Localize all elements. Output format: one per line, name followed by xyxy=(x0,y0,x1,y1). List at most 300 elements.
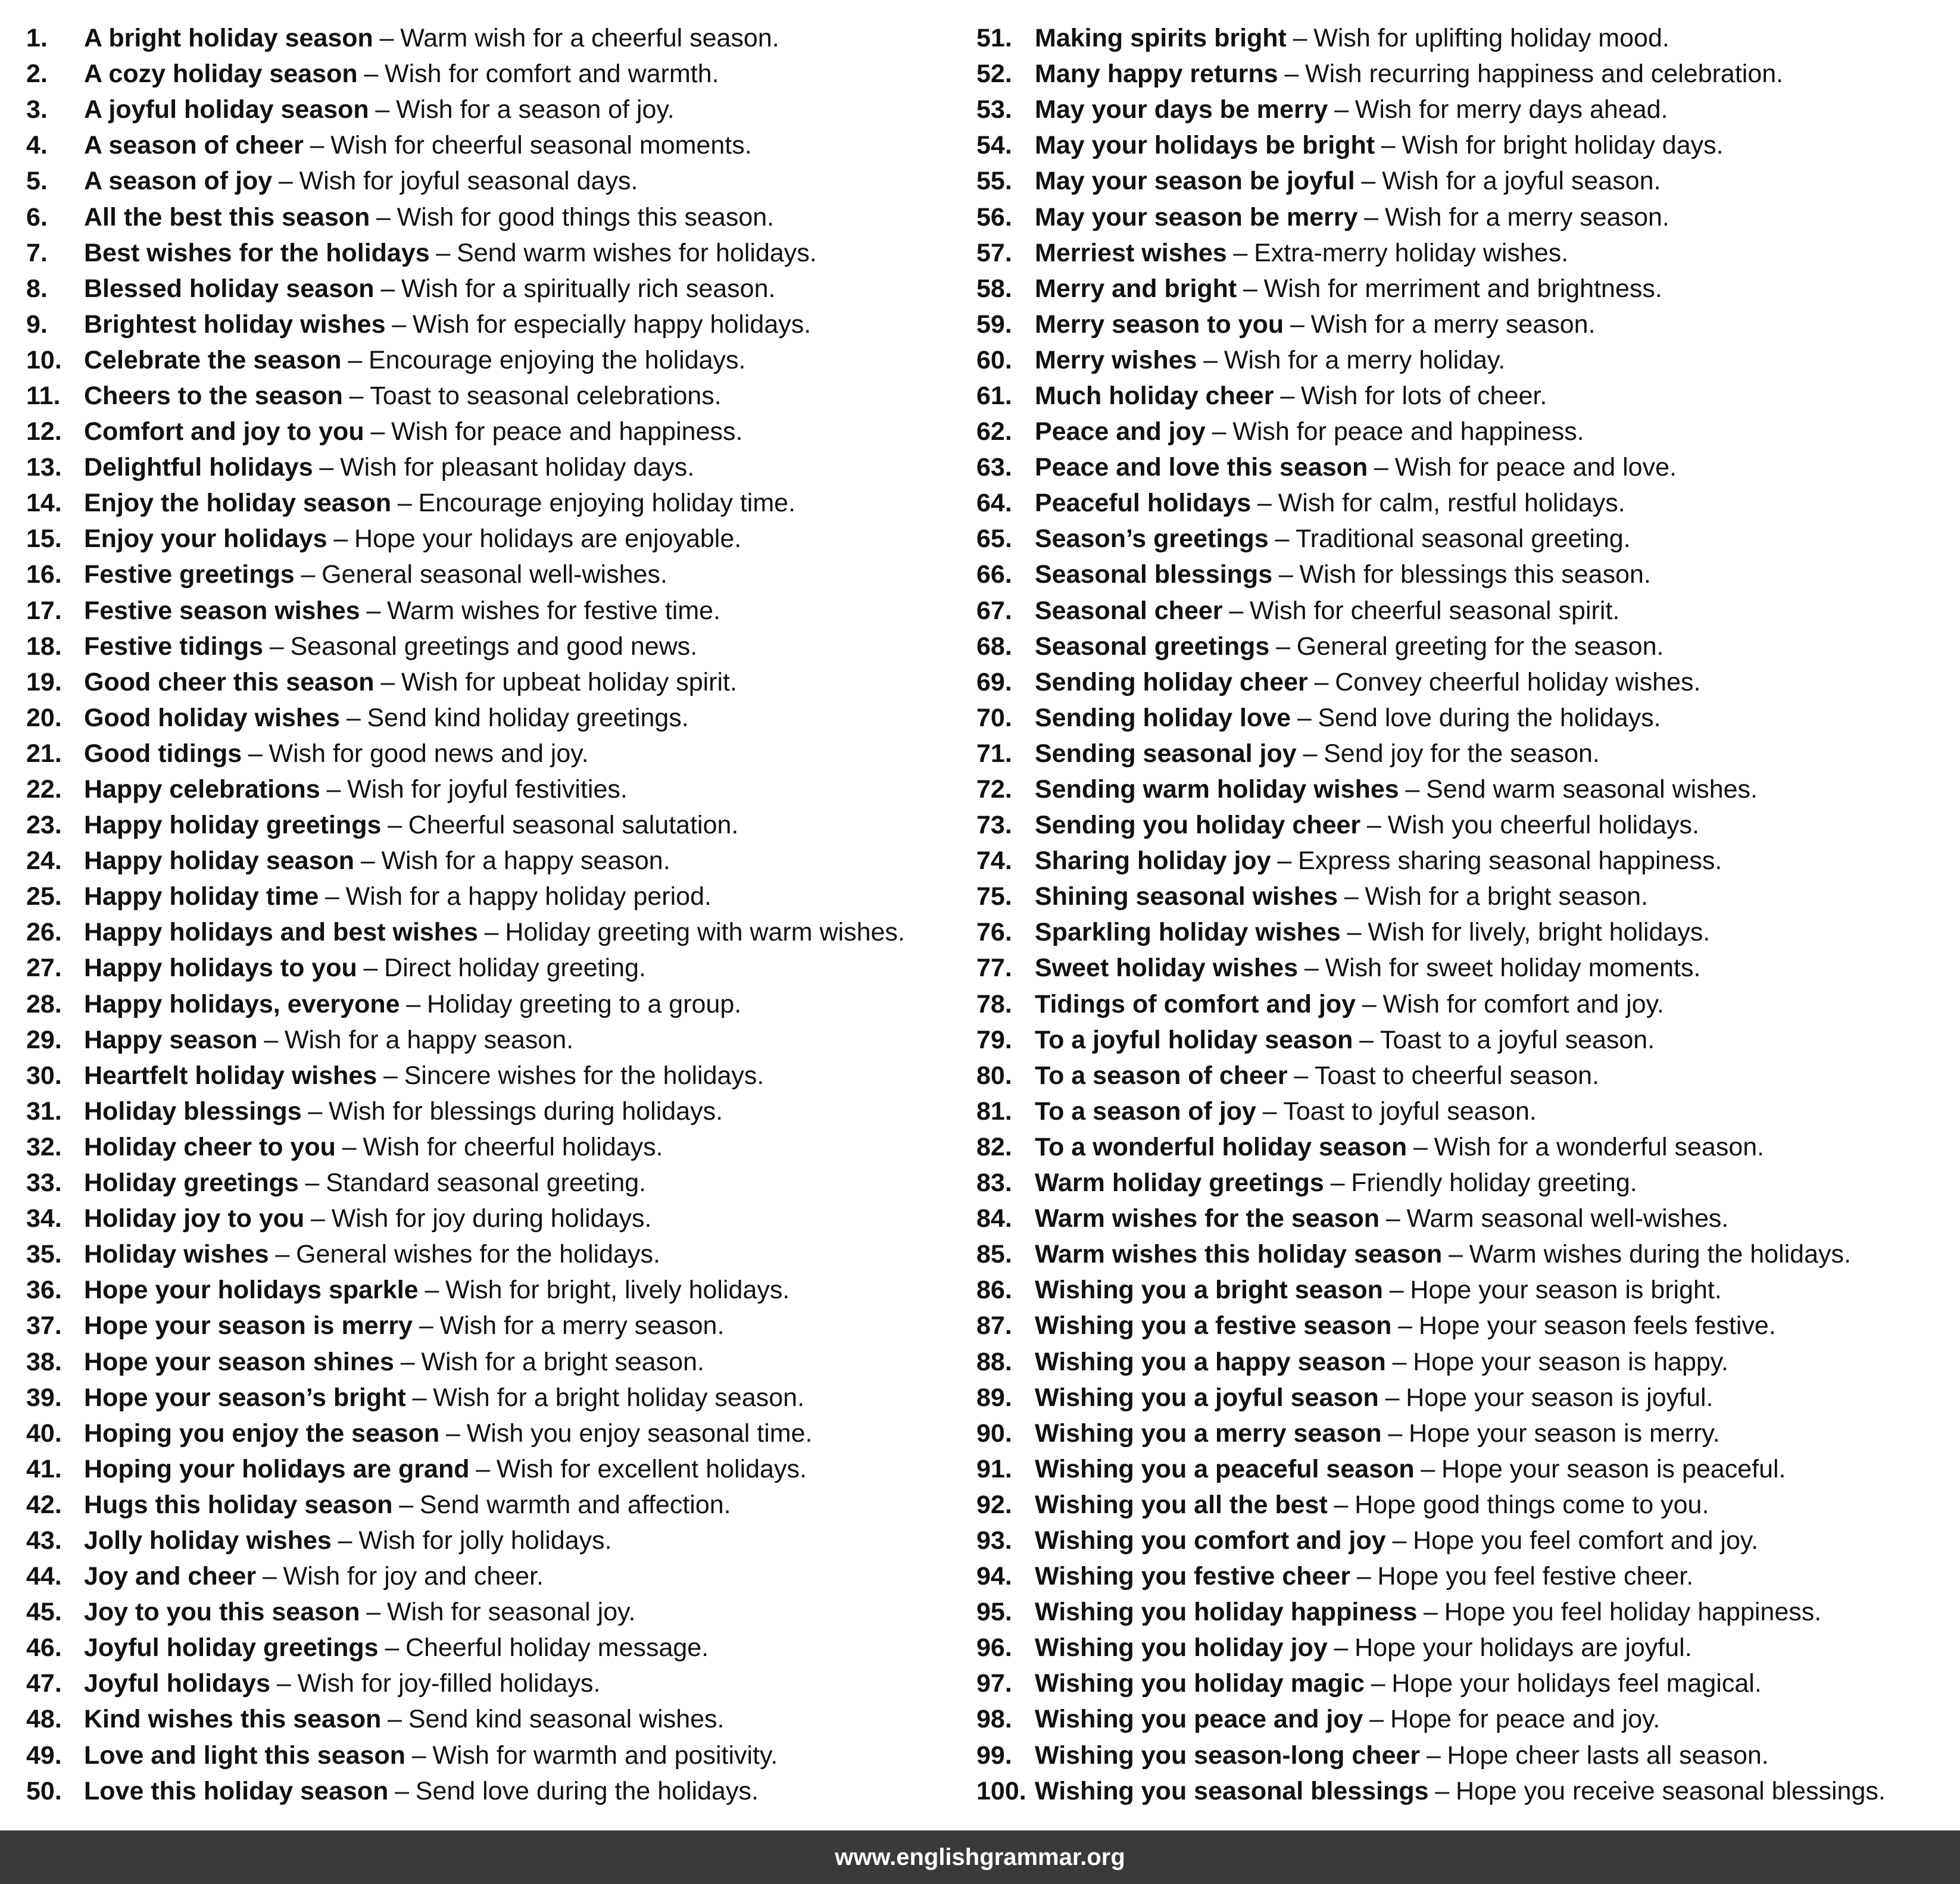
item-separator: – xyxy=(385,1633,400,1663)
list-item xyxy=(976,127,1953,163)
list-item xyxy=(976,736,1953,771)
list-item xyxy=(26,557,979,592)
item-text xyxy=(1035,664,1700,700)
item-number: 43. xyxy=(26,1526,62,1555)
item-phrase: Warm wishes this holiday season xyxy=(1035,1240,1443,1269)
list-item xyxy=(976,914,1953,950)
item-phrase: Wishing you all the best xyxy=(1035,1490,1328,1519)
item-separator: – xyxy=(476,1454,491,1483)
item-text xyxy=(84,1165,646,1201)
item-separator: – xyxy=(400,1347,415,1376)
item-separator: – xyxy=(1294,1061,1309,1090)
item-text xyxy=(1035,1666,1762,1701)
list-item xyxy=(976,807,1953,843)
item-separator: – xyxy=(1364,202,1379,232)
item-number: 92. xyxy=(976,1490,1012,1519)
item-separator: – xyxy=(1284,60,1299,89)
item-text xyxy=(84,557,667,592)
item-phrase: Wishing you peace and joy xyxy=(1035,1705,1363,1734)
item-text xyxy=(84,1773,759,1809)
item-separator: – xyxy=(1334,95,1349,124)
item-phrase: Tidings of comfort and joy xyxy=(1035,989,1356,1018)
list-item xyxy=(976,199,1953,235)
item-text xyxy=(1035,700,1661,736)
item-phrase: Sharing holiday joy xyxy=(1035,846,1271,876)
item-text xyxy=(84,593,720,629)
item-separator: – xyxy=(1275,524,1290,554)
item-separator: – xyxy=(419,1311,433,1341)
list-item xyxy=(26,1451,979,1487)
list-item xyxy=(26,414,979,449)
item-separator: – xyxy=(278,167,293,196)
list-item xyxy=(26,629,979,664)
item-text xyxy=(84,1380,804,1416)
footer-url[interactable]: www.englishgrammar.org xyxy=(835,1844,1125,1870)
item-text xyxy=(84,342,745,378)
item-number: 10. xyxy=(26,345,62,374)
item-separator: – xyxy=(397,489,412,518)
item-number: 82. xyxy=(976,1132,1012,1161)
item-number: 97. xyxy=(976,1669,1012,1698)
item-number: 89. xyxy=(976,1383,1012,1412)
item-number: 30. xyxy=(26,1061,62,1090)
item-number: 51. xyxy=(976,24,1012,53)
item-phrase: Joyful holiday greetings xyxy=(84,1633,379,1663)
item-number: 13. xyxy=(26,453,62,482)
item-text xyxy=(1035,1630,1692,1666)
item-description: Hope you receive seasonal blessings. xyxy=(1455,1776,1886,1805)
item-text xyxy=(1035,1093,1537,1129)
item-text xyxy=(1035,1558,1693,1594)
item-text xyxy=(84,1058,764,1093)
item-description: Toast to a joyful season. xyxy=(1380,1025,1655,1054)
item-phrase: Hope your season shines xyxy=(84,1347,394,1376)
item-phrase: Seasonal cheer xyxy=(1035,596,1223,625)
item-text xyxy=(84,163,638,199)
item-text xyxy=(84,485,795,521)
item-text xyxy=(84,378,722,414)
item-description: Hope your season is happy. xyxy=(1413,1347,1729,1376)
item-text xyxy=(1035,485,1625,521)
item-description: Toast to seasonal celebrations. xyxy=(370,381,722,410)
item-number: 75. xyxy=(976,882,1012,911)
list-item xyxy=(26,1666,979,1701)
item-number: 37. xyxy=(26,1311,62,1341)
item-number: 79. xyxy=(976,1025,1012,1054)
item-separator: – xyxy=(1293,24,1307,53)
item-text xyxy=(1035,1022,1655,1058)
item-number: 73. xyxy=(976,811,1012,840)
item-description: Send love during the holidays. xyxy=(415,1776,759,1805)
item-description: Wish for merriment and brightness. xyxy=(1263,274,1662,303)
item-phrase: To a season of joy xyxy=(1035,1096,1256,1126)
list-item xyxy=(26,378,979,414)
item-text xyxy=(84,914,905,950)
item-description: Wish for a happy season. xyxy=(381,846,670,876)
item-separator: – xyxy=(1277,846,1292,876)
item-description: Wish for seasonal joy. xyxy=(386,1598,636,1627)
item-description: Extra-merry holiday wishes. xyxy=(1254,238,1569,267)
item-phrase: Wishing you a merry season xyxy=(1035,1419,1382,1448)
item-phrase: Good holiday wishes xyxy=(84,703,341,732)
item-text xyxy=(1035,163,1661,199)
list-item xyxy=(976,664,1953,700)
item-number: 6. xyxy=(26,202,48,232)
item-separator: – xyxy=(1330,1168,1345,1198)
item-number: 21. xyxy=(26,739,62,768)
item-separator: – xyxy=(1243,274,1257,303)
item-separator: – xyxy=(360,846,375,876)
item-text xyxy=(1035,20,1669,56)
item-separator: – xyxy=(383,1061,398,1090)
item-description: Wish for comfort and joy. xyxy=(1382,989,1664,1018)
item-number: 12. xyxy=(26,417,62,446)
item-description: Wish you cheerful holidays. xyxy=(1387,811,1700,840)
list-item xyxy=(26,20,979,56)
item-description: Encourage enjoying holiday time. xyxy=(418,489,796,518)
item-phrase: May your holidays be bright xyxy=(1035,131,1375,160)
list-item xyxy=(26,1594,979,1630)
item-text xyxy=(84,271,775,307)
item-text xyxy=(84,1416,813,1451)
item-number: 76. xyxy=(976,918,1012,947)
item-description: Wish for calm, restful holidays. xyxy=(1278,489,1625,518)
item-description: Wish for joyful seasonal days. xyxy=(299,167,638,196)
item-text xyxy=(1035,629,1663,664)
list-item xyxy=(976,163,1953,199)
list-item xyxy=(976,557,1953,592)
item-text xyxy=(84,307,811,342)
list-item xyxy=(976,986,1953,1022)
item-description: Wish for comfort and warmth. xyxy=(385,60,719,89)
item-phrase: Cheers to the season xyxy=(84,381,343,410)
list-item xyxy=(976,1773,1953,1809)
item-number: 70. xyxy=(976,703,1012,732)
list-item xyxy=(26,92,979,127)
list-item xyxy=(976,1594,1953,1630)
item-number: 42. xyxy=(26,1490,62,1519)
item-separator: – xyxy=(1435,1776,1450,1805)
item-phrase: May your season be merry xyxy=(1035,202,1358,232)
list-item xyxy=(976,1701,1953,1737)
item-phrase: Merry season to you xyxy=(1035,310,1284,339)
item-separator: – xyxy=(411,1741,426,1770)
item-phrase: Sending holiday love xyxy=(1035,703,1291,732)
item-phrase: Joyful holidays xyxy=(84,1669,271,1698)
item-text xyxy=(84,1701,725,1737)
item-number: 98. xyxy=(976,1705,1012,1734)
item-separator: – xyxy=(1392,1526,1407,1555)
list-item xyxy=(26,235,979,271)
item-number: 99. xyxy=(976,1741,1012,1770)
item-phrase: Merriest wishes xyxy=(1035,238,1227,267)
item-description: Send kind seasonal wishes. xyxy=(408,1705,725,1734)
item-text xyxy=(1035,56,1783,92)
item-separator: – xyxy=(325,882,339,911)
item-description: Wish for a season of joy. xyxy=(396,95,675,124)
item-description: Hope your season is peaceful. xyxy=(1441,1454,1786,1483)
item-phrase: A joyful holiday season xyxy=(84,95,369,124)
item-phrase: A bright holiday season xyxy=(84,24,373,53)
item-description: Toast to joyful season. xyxy=(1283,1096,1537,1126)
list-item xyxy=(26,1523,979,1558)
item-separator: – xyxy=(248,739,263,768)
item-number: 71. xyxy=(976,739,1012,768)
item-number: 7. xyxy=(26,238,48,267)
item-separator: – xyxy=(1385,1204,1400,1233)
item-separator: – xyxy=(319,453,334,482)
item-description: General seasonal well-wishes. xyxy=(322,560,667,589)
item-phrase: Wishing you a peaceful season xyxy=(1035,1454,1415,1483)
item-separator: – xyxy=(1280,381,1295,410)
list-item xyxy=(26,1630,979,1666)
item-text xyxy=(1035,1236,1851,1272)
item-separator: – xyxy=(446,1419,460,1448)
item-number: 66. xyxy=(976,560,1012,589)
list-item xyxy=(26,700,979,736)
list-item xyxy=(26,163,979,199)
item-text xyxy=(84,1272,789,1308)
item-phrase: Enjoy the holiday season xyxy=(84,489,392,518)
item-separator: – xyxy=(1366,811,1381,840)
item-separator: – xyxy=(264,1025,279,1054)
item-separator: – xyxy=(338,1526,352,1555)
item-description: Wish for cheerful seasonal moments. xyxy=(330,131,752,160)
item-text xyxy=(84,950,646,986)
item-phrase: A season of joy xyxy=(84,167,273,196)
item-separator: – xyxy=(1334,1633,1349,1663)
item-phrase: Making spirits bright xyxy=(1035,24,1287,53)
item-separator: – xyxy=(342,1132,357,1161)
item-text xyxy=(84,1308,724,1344)
item-separator: – xyxy=(301,560,316,589)
item-text xyxy=(84,1630,709,1666)
list-item xyxy=(26,950,979,986)
item-text xyxy=(1035,1380,1714,1416)
item-phrase: A cozy holiday season xyxy=(84,60,358,89)
list-item xyxy=(976,1058,1953,1093)
item-number: 52. xyxy=(976,60,1012,89)
item-description: Wish recurring happiness and celebration. xyxy=(1305,60,1784,89)
item-text xyxy=(1035,1165,1637,1201)
list-item xyxy=(26,879,979,914)
item-separator: – xyxy=(1421,1454,1435,1483)
item-phrase: Holiday joy to you xyxy=(84,1204,305,1233)
item-phrase: Sparkling holiday wishes xyxy=(1035,918,1341,947)
item-separator: – xyxy=(1392,1347,1407,1376)
right-column xyxy=(976,20,1953,1809)
item-description: Wish for merry days ahead. xyxy=(1354,95,1668,124)
item-number: 27. xyxy=(26,954,62,983)
item-number: 62. xyxy=(976,417,1012,446)
item-text xyxy=(1035,986,1664,1022)
item-separator: – xyxy=(379,24,394,53)
item-text xyxy=(84,1201,651,1236)
item-text xyxy=(1035,771,1758,807)
item-phrase: Sending warm holiday wishes xyxy=(1035,775,1399,804)
item-phrase: Holiday wishes xyxy=(84,1240,269,1269)
list-item xyxy=(26,1380,979,1416)
list-item xyxy=(26,1093,979,1129)
item-number: 15. xyxy=(26,524,62,554)
item-text xyxy=(1035,1344,1728,1380)
item-text xyxy=(1035,1487,1709,1523)
item-phrase: Merry wishes xyxy=(1035,345,1197,374)
list-item xyxy=(976,235,1953,271)
list-item xyxy=(976,307,1953,342)
item-separator: – xyxy=(364,60,379,89)
item-phrase: Peaceful holidays xyxy=(1035,489,1251,518)
item-separator: – xyxy=(310,131,324,160)
item-phrase: Delightful holidays xyxy=(84,453,313,482)
item-text xyxy=(1035,307,1596,342)
item-separator: – xyxy=(1359,1025,1374,1054)
item-separator: – xyxy=(375,95,390,124)
item-phrase: Kind wishes this season xyxy=(84,1705,382,1734)
list-item xyxy=(26,593,979,629)
item-description: Hope your season feels festive. xyxy=(1418,1311,1776,1341)
item-text xyxy=(84,127,752,163)
item-description: Convey cheerful holiday wishes. xyxy=(1335,667,1701,696)
item-description: Wish for lively, bright holidays. xyxy=(1368,918,1711,947)
item-text xyxy=(84,1487,731,1523)
item-separator: – xyxy=(1262,1096,1277,1126)
item-phrase: Brightest holiday wishes xyxy=(84,310,386,339)
item-description: Wish for blessings during holidays. xyxy=(329,1096,723,1126)
item-separator: – xyxy=(376,202,391,232)
item-description: Hope your season is joyful. xyxy=(1406,1383,1714,1412)
item-phrase: Happy holiday greetings xyxy=(84,811,382,840)
item-description: Wish for bright, lively holidays. xyxy=(445,1276,790,1305)
item-number: 59. xyxy=(976,310,1012,339)
item-separator: – xyxy=(366,596,381,625)
item-number: 90. xyxy=(976,1419,1012,1448)
item-phrase: Peace and joy xyxy=(1035,417,1206,446)
item-phrase: Holiday cheer to you xyxy=(84,1132,336,1161)
item-number: 31. xyxy=(26,1096,62,1126)
item-description: Wish for a happy season. xyxy=(284,1025,574,1054)
item-description: Wish for joy and cheer. xyxy=(283,1562,544,1591)
item-number: 94. xyxy=(976,1562,1012,1591)
item-phrase: Wishing you a happy season xyxy=(1035,1347,1386,1376)
item-separator: – xyxy=(308,1096,323,1126)
item-number: 20. xyxy=(26,703,62,732)
list-item xyxy=(976,1738,1953,1773)
item-phrase: Hope your season’s bright xyxy=(84,1383,406,1412)
item-number: 47. xyxy=(26,1669,62,1698)
item-phrase: Warm holiday greetings xyxy=(1035,1168,1324,1198)
item-separator: – xyxy=(380,667,395,696)
item-number: 93. xyxy=(976,1526,1012,1555)
list-item xyxy=(976,378,1953,414)
item-description: Wish for peace and love. xyxy=(1394,453,1677,482)
item-description: Toast to cheerful season. xyxy=(1314,1061,1600,1090)
item-separator: – xyxy=(1398,1311,1413,1341)
item-description: Standard seasonal greeting. xyxy=(326,1168,647,1198)
item-description: Holiday greeting to a group. xyxy=(426,989,742,1018)
item-description: Wish for bright holiday days. xyxy=(1402,131,1724,160)
item-separator: – xyxy=(370,417,385,446)
item-phrase: Holiday blessings xyxy=(84,1096,302,1126)
list-item xyxy=(26,1165,979,1201)
item-number: 96. xyxy=(976,1633,1012,1663)
item-separator: – xyxy=(1347,918,1362,947)
item-number: 41. xyxy=(26,1454,62,1483)
item-phrase: Wishing you holiday joy xyxy=(1035,1633,1328,1663)
item-separator: – xyxy=(346,703,361,732)
item-text xyxy=(1035,914,1710,950)
list-item xyxy=(976,485,1953,521)
item-text xyxy=(84,521,741,557)
item-text xyxy=(1035,1201,1728,1236)
item-description: Hope you feel festive cheer. xyxy=(1377,1562,1694,1591)
item-description: Hope you feel holiday happiness. xyxy=(1444,1598,1822,1627)
item-description: Cheerful seasonal salutation. xyxy=(408,811,739,840)
list-item xyxy=(26,449,979,485)
item-text xyxy=(84,843,670,879)
item-number: 39. xyxy=(26,1383,62,1412)
item-separator: – xyxy=(1314,667,1329,696)
item-description: Warm wishes for festive time. xyxy=(387,596,721,625)
item-description: Hope your holidays are joyful. xyxy=(1354,1633,1692,1663)
item-separator: – xyxy=(1424,1598,1438,1627)
item-number: 54. xyxy=(976,131,1012,160)
item-separator: – xyxy=(399,1490,414,1519)
item-text xyxy=(1035,1308,1776,1344)
item-separator: – xyxy=(1334,1490,1349,1519)
item-text xyxy=(1035,807,1699,843)
item-description: Friendly holiday greeting. xyxy=(1351,1168,1637,1198)
list-item xyxy=(26,521,979,557)
item-description: Warm wish for a cheerful season. xyxy=(400,24,779,53)
item-text xyxy=(1035,378,1547,414)
item-separator: – xyxy=(1303,739,1318,768)
item-description: General wishes for the holidays. xyxy=(296,1240,660,1269)
item-separator: – xyxy=(1344,882,1359,911)
item-number: 86. xyxy=(976,1276,1012,1305)
item-description: Send warm wishes for holidays. xyxy=(457,238,817,267)
item-phrase: Holiday greetings xyxy=(84,1168,299,1198)
list-item xyxy=(26,736,979,771)
item-text xyxy=(84,664,737,700)
item-separator: – xyxy=(326,775,341,804)
item-number: 22. xyxy=(26,775,62,804)
item-number: 26. xyxy=(26,918,62,947)
item-separator: – xyxy=(1381,131,1396,160)
item-text xyxy=(1035,92,1668,127)
item-description: Wish for peace and happiness. xyxy=(1232,417,1584,446)
list-item xyxy=(26,1201,979,1236)
item-number: 48. xyxy=(26,1705,62,1734)
item-phrase: Warm wishes for the season xyxy=(1035,1204,1380,1233)
item-description: Hope for peace and joy. xyxy=(1390,1705,1661,1734)
item-number: 4. xyxy=(26,131,48,160)
item-number: 84. xyxy=(976,1204,1012,1233)
item-separator: – xyxy=(276,1669,291,1698)
item-number: 56. xyxy=(976,202,1012,232)
list-item xyxy=(26,1129,979,1165)
list-item xyxy=(976,1308,1953,1344)
item-number: 55. xyxy=(976,167,1012,196)
list-item xyxy=(976,20,1953,56)
list-item xyxy=(976,449,1953,485)
list-item xyxy=(976,92,1953,127)
item-separator: – xyxy=(1233,238,1248,267)
item-separator: – xyxy=(1385,1383,1400,1412)
item-number: 9. xyxy=(26,310,48,339)
item-text xyxy=(84,771,628,807)
list-item xyxy=(26,986,979,1022)
